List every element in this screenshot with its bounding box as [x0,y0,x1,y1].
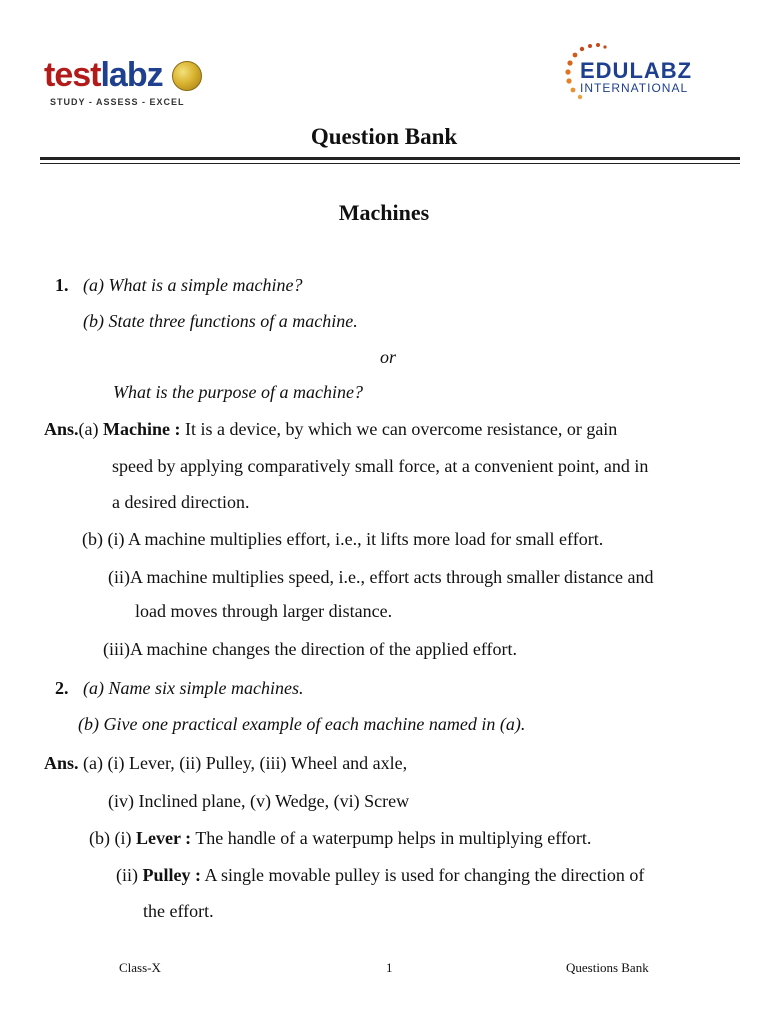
answer-line [89,827,591,849]
logo-text-test: test [44,56,101,94]
header-rule-thin [40,163,740,164]
answer-label: (iii) [103,639,130,659]
question-number: 2. [55,678,69,698]
answer-term: Lever : [135,828,192,848]
answer-text: a desired direction. [112,492,250,512]
testlabz-logo [44,55,194,110]
answer-label: (b) (i) [89,828,136,848]
answer-term: Machine : [103,419,181,439]
header-rule [40,157,740,160]
answer-line [44,418,617,440]
question-or: or [380,347,397,367]
question-text: (a) Name six simple machines. [83,678,304,698]
question-number: 1. [55,275,69,295]
answer-text: It is a device, by which we can overcome resistance, or gain [180,419,618,439]
answer-text: (iv) Inclined plane, (v) Wedge, (vi) Screw [108,791,410,811]
answer-term: Pulley : [142,865,201,885]
answer-text: (b) (i) A machine multiplies effort, i.e., it lifts more load for small effort. [82,529,604,549]
answer-label: (ii) [116,865,143,885]
footer-class: Class-X [119,960,161,975]
answer-text: (a) (i) Lever, (ii) Pulley, (iii) Wheel and axle, [78,753,408,773]
footer-title: Questions Bank [566,960,649,975]
answer-text: speed by applying comparatively small force, at a convenient point, and in [112,456,649,476]
answer-line [44,752,407,774]
answer-text: The handle of a waterpump helps in multiplying effort. [191,828,592,848]
answer-text: A machine multiplies speed, i.e., effort acts through smaller distance and [130,567,654,587]
logo-brand: EDULABZ [580,58,693,83]
edulabz-logo [560,40,710,104]
chapter-title: Machines [338,200,430,225]
answer-text: the effort. [143,901,214,921]
question-text: (b) Give one practical example of each machine named in (a). [78,714,526,734]
answer-label: (a) [78,419,103,439]
answer-prefix: Ans. [44,419,79,439]
answer-label: (ii) [108,567,130,587]
answer-text: load moves through larger distance. [135,601,393,621]
question-text: (b) State three functions of a machine. [83,311,358,331]
answer-line [103,638,517,660]
question-text: What is the purpose of a machine? [113,382,363,402]
answer-text: A single movable pulley is used for changing the direction of [201,865,645,885]
logo-subtitle: INTERNATIONAL [580,81,689,95]
question-text: (a) What is a simple machine? [83,275,303,295]
answer-line [108,566,654,588]
answer-line [116,864,644,886]
logo-tagline: STUDY - ASSESS - EXCEL [50,97,185,107]
answer-prefix: Ans. [44,753,79,773]
answer-text: A machine changes the direction of the applied effort. [130,639,518,659]
globe-icon [172,61,202,91]
logo-text-labz: labz [100,56,163,94]
page-number: 1 [386,960,393,975]
page-title: Question Bank [310,124,458,149]
